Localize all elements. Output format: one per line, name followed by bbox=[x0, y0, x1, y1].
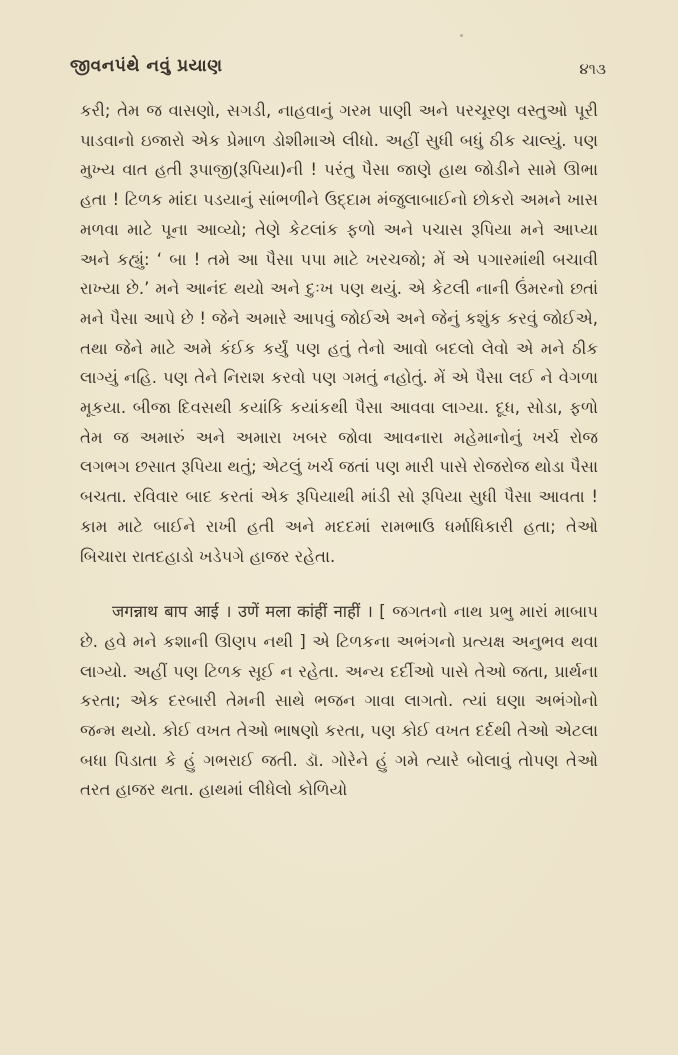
body-text bbox=[80, 96, 598, 805]
paragraph-1: કરી; તેમ જ વાસણો, સગડી, નાહવાનું ગરમ પાણી અને પરચૂરણ વસ્તુઓ પૂરી પાડવાનો ઇજારો એક પ્રેમાળ ડોશીમાએ લીધો. અહીં સુધી બધું ઠીક ચાલ્યું. પણ મુખ્ય વાત હતી રૂપાજી(રૂપિયા)ની ! પરંતુ પૈસા જાણે હાથ જોડીને સામે ઊભા હતા ! ટિળક માંદા પડયાનું સાંભળીને ઉદ્દામ મંજુલાબાઈનો છોકરો અમને ખાસ મળવા માટે પૂના આવ્યો; તેણે કેટલાંક ફળો અને પચાસ રૂપિયા મને આપ્યા અને કહ્યું: ‘ બા ! તમે આ પૈસા પપા માટે ખરચજો; મેં એ પગારમાંથી બચાવી રાખ્યા છે.’ મને આનંદ થયો અને દુઃખ પણ થયું. એ કેટલી નાની ઉંમરનો છતાં મને પૈસા આપે છે ! જેને અમારે આપવું જોઈએ અને જેનું કશુંક કરવું જોઈએ, તથા જેને માટે અમે કંઈક કર્યું પણ હતું તેનો આવો બદલો લેવો એ મને ઠીક લાગ્યું નહિ. પણ તેને નિરાશ કરવો પણ ગમતું નહોતું. મેં એ પૈસા લઈ ને વેગળા મૂકયા. બીજા દિવસથી કયાંકિ કયાંકથી પૈસા આવવા લાગ્યા. દૂધ, સોડા, ફળો તેમ જ અમારું અને અમારા ખબર જોવા આવનારા મહેમાનોનું ખર્ચ રોજ લગભગ છસાત રૂપિયા થતું; એટલું ખર્ચ જતાં પણ મારી પાસે રોજરોજ થોડા પૈસા બચતા. રવિવાર બાદ કરતાં એક રૂપિયાથી માંડી સો રૂપિયા સુધી પૈસા આવતા ! કામ માટે બાઈને રાખી હતી અને મદદમાં રામભાઉ ધર્માધિકારી હતા; તેઓ બિચારા રાતદહાડો ખડેપગે હાજર રહેતા. bbox=[80, 101, 598, 566]
paragraph-2: जगन्नाथ बाप आई । उणें मला कांहीं नाहीं । [ જગતનો નાથ પ્રભુ મારાં માબાપ છે. હવે મને કશાની ઊણપ નથી ] એ ટિળકના અભંગનો પ્રત્યક્ષ અનુભવ થવા લાગ્યો. અહીં પણ ટિળક સૂઈ ન રહેતા. અન્ય દર્દીઓ પાસે તેઓ જતા, પ્રાર્થના કરતા; એક દરબારી તેમની સાથે ભજન ગાવા લાગતો. ત્યાં ઘણા અભંગોનો જન્મ થયો. કોઈ વખત તેઓ ભાષણો કરતા, પણ કોઈ વખત દર્દથી તેઓ એટલા બધા પિડાતા કે હું ગભરાઈ જતી. ડૉ. ગોરેને હું ગમે ત્યારે બોલાવું તોપણ તેઓ તરત હાજર થતા. હાથમાં લીધેલો કોળિયો bbox=[80, 602, 598, 800]
paper-speck bbox=[460, 34, 463, 37]
page-number: ૪૧૩ bbox=[579, 60, 606, 78]
running-head: જીવનપંથે નવું પ્રયાણ bbox=[70, 56, 223, 76]
